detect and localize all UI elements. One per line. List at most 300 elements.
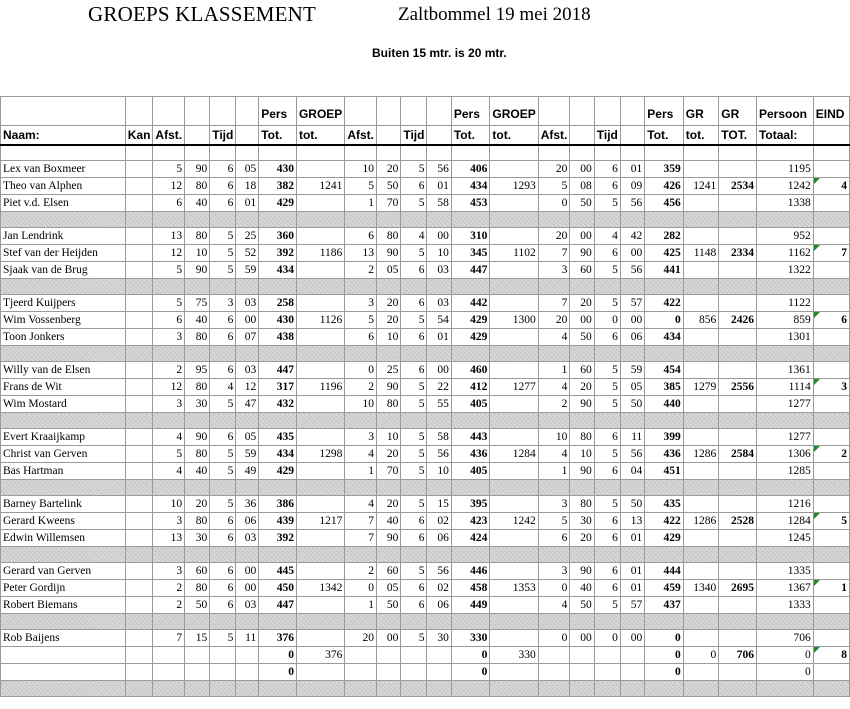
- table-cell: [683, 429, 719, 446]
- player-name-cell: Stef van der Heijden: [1, 245, 126, 262]
- player-name-cell: [1, 664, 126, 681]
- table-cell: 2: [345, 262, 377, 279]
- table-cell: [210, 664, 236, 681]
- table-cell: [125, 580, 153, 597]
- table-cell: [719, 630, 757, 647]
- table-cell: [296, 195, 344, 212]
- player-name-cell: [1, 647, 126, 664]
- player-name-cell: Sjaak van de Brug: [1, 262, 126, 279]
- group-separator-row: [1, 346, 850, 362]
- table-cell: 441: [645, 262, 684, 279]
- table-cell: 20: [376, 496, 400, 513]
- table-cell: 0: [259, 664, 297, 681]
- table-cell: 2: [153, 580, 185, 597]
- table-cell: 1277: [490, 379, 538, 396]
- table-cell: [376, 664, 400, 681]
- table-cell: 1148: [683, 245, 719, 262]
- column-header: [570, 126, 594, 146]
- table-cell: 456: [645, 195, 684, 212]
- table-cell: 55: [427, 396, 451, 413]
- table-cell: [813, 228, 849, 245]
- table-cell: 4: [813, 178, 849, 195]
- table-cell: [490, 329, 538, 346]
- player-name-cell: Wim Mostard: [1, 396, 126, 413]
- table-cell: [490, 228, 538, 245]
- header-pers-1: Pers: [259, 97, 297, 126]
- table-cell: 12: [153, 245, 185, 262]
- table-cell: 10: [185, 245, 210, 262]
- table-cell: [490, 295, 538, 312]
- table-cell: 6: [210, 563, 236, 580]
- table-cell: 429: [259, 463, 297, 480]
- table-cell: [296, 463, 344, 480]
- table-cell: 5: [401, 312, 427, 329]
- table-cell: 59: [620, 362, 644, 379]
- table-cell: 80: [376, 396, 400, 413]
- table-cell: 06: [427, 530, 451, 547]
- table-cell: 460: [451, 362, 490, 379]
- table-cell: 0: [345, 580, 377, 597]
- table-cell: 1367: [756, 580, 813, 597]
- table-cell: 6: [538, 530, 570, 547]
- table-cell: 425: [645, 245, 684, 262]
- group-separator-row: [1, 547, 850, 563]
- table-row: [1, 329, 850, 346]
- table-cell: 40: [376, 513, 400, 530]
- group-separator-row: [1, 681, 850, 697]
- table-cell: 2334: [719, 245, 757, 262]
- table-cell: [490, 463, 538, 480]
- table-cell: [490, 161, 538, 178]
- table-row: [1, 379, 850, 396]
- table-cell: 1: [345, 463, 377, 480]
- table-cell: 5: [401, 563, 427, 580]
- table-cell: 0: [538, 580, 570, 597]
- table-cell: [813, 597, 849, 614]
- table-cell: 429: [259, 195, 297, 212]
- table-cell: 5: [594, 597, 620, 614]
- table-cell: 0: [345, 362, 377, 379]
- table-cell: [813, 362, 849, 379]
- table-cell: 05: [236, 429, 259, 446]
- table-cell: 422: [645, 295, 684, 312]
- table-cell: 446: [451, 563, 490, 580]
- table-cell: 2: [538, 396, 570, 413]
- table-cell: 1216: [756, 496, 813, 513]
- table-cell: [813, 329, 849, 346]
- table-cell: 90: [376, 530, 400, 547]
- table-cell: 430: [259, 161, 297, 178]
- event-subtitle: Zaltbommel 19 mei 2018: [398, 4, 591, 25]
- table-cell: [125, 228, 153, 245]
- table-cell: 00: [570, 228, 594, 245]
- table-cell: 4: [538, 379, 570, 396]
- table-cell: 406: [451, 161, 490, 178]
- table-cell: [296, 530, 344, 547]
- table-cell: 6: [401, 362, 427, 379]
- table-cell: 80: [570, 429, 594, 446]
- table-cell: [125, 195, 153, 212]
- table-row: [1, 396, 850, 413]
- player-name-cell: Christ van Gerven: [1, 446, 126, 463]
- table-cell: [296, 664, 344, 681]
- table-cell: 376: [296, 647, 344, 664]
- table-cell: [813, 463, 849, 480]
- column-header: Tijd: [594, 126, 620, 146]
- table-cell: 1338: [756, 195, 813, 212]
- table-cell: 5: [210, 496, 236, 513]
- table-cell: 395: [451, 496, 490, 513]
- table-cell: [719, 161, 757, 178]
- table-cell: 4: [345, 446, 377, 463]
- table-cell: 7: [345, 530, 377, 547]
- table-cell: 439: [259, 513, 297, 530]
- table-cell: 424: [451, 530, 490, 547]
- table-cell: 447: [259, 597, 297, 614]
- table-cell: [719, 597, 757, 614]
- table-cell: 20: [570, 530, 594, 547]
- table-cell: 10: [345, 396, 377, 413]
- table-cell: 09: [620, 178, 644, 195]
- table-cell: 12: [153, 379, 185, 396]
- table-cell: 5: [210, 228, 236, 245]
- table-cell: 57: [620, 295, 644, 312]
- table-cell: [813, 262, 849, 279]
- table-cell: [490, 597, 538, 614]
- table-cell: 7: [345, 513, 377, 530]
- table-cell: 458: [451, 580, 490, 597]
- table-cell: 6: [153, 312, 185, 329]
- table-cell: 6: [594, 530, 620, 547]
- table-cell: 449: [451, 597, 490, 614]
- table-cell: 6: [594, 429, 620, 446]
- table-cell: 2534: [719, 178, 757, 195]
- table-cell: [125, 362, 153, 379]
- table-cell: [125, 530, 153, 547]
- column-header: [185, 126, 210, 146]
- table-cell: 06: [236, 513, 259, 530]
- table-cell: 6: [594, 329, 620, 346]
- table-cell: [683, 161, 719, 178]
- table-cell: 435: [645, 496, 684, 513]
- table-cell: 1: [345, 597, 377, 614]
- table-cell: 5: [401, 195, 427, 212]
- table-cell: 442: [451, 295, 490, 312]
- column-header: [813, 126, 849, 146]
- table-cell: [490, 530, 538, 547]
- table-cell: 952: [756, 228, 813, 245]
- table-cell: [719, 295, 757, 312]
- table-cell: 1300: [490, 312, 538, 329]
- table-cell: 20: [570, 379, 594, 396]
- table-cell: 447: [451, 262, 490, 279]
- table-cell: 1353: [490, 580, 538, 597]
- column-header: [236, 126, 259, 146]
- table-cell: [296, 563, 344, 580]
- table-cell: 1322: [756, 262, 813, 279]
- table-cell: 10: [427, 463, 451, 480]
- table-cell: 06: [427, 597, 451, 614]
- table-cell: 6: [401, 580, 427, 597]
- table-cell: 412: [451, 379, 490, 396]
- table-cell: 360: [259, 228, 297, 245]
- table-cell: 399: [645, 429, 684, 446]
- table-cell: 00: [236, 563, 259, 580]
- table-cell: 6: [594, 580, 620, 597]
- table-cell: 56: [427, 563, 451, 580]
- table-cell: 2: [153, 362, 185, 379]
- table-cell: 429: [451, 329, 490, 346]
- table-cell: 06: [620, 329, 644, 346]
- table-cell: [813, 530, 849, 547]
- table-cell: [125, 446, 153, 463]
- table-cell: [683, 195, 719, 212]
- table-row: [1, 312, 850, 329]
- table-cell: 405: [451, 396, 490, 413]
- table-cell: 80: [185, 228, 210, 245]
- table-cell: 426: [645, 178, 684, 195]
- table-cell: 01: [620, 563, 644, 580]
- table-cell: [125, 178, 153, 195]
- column-header: tot.: [296, 126, 344, 146]
- table-cell: 5: [153, 295, 185, 312]
- table-cell: [296, 597, 344, 614]
- table-cell: [813, 429, 849, 446]
- table-cell: [683, 228, 719, 245]
- table-cell: 56: [427, 446, 451, 463]
- table-cell: [683, 262, 719, 279]
- table-cell: [813, 630, 849, 647]
- table-cell: 4: [153, 463, 185, 480]
- table-cell: 01: [620, 530, 644, 547]
- table-cell: 05: [376, 262, 400, 279]
- table-cell: [683, 396, 719, 413]
- table-cell: 435: [259, 429, 297, 446]
- table-cell: 36: [236, 496, 259, 513]
- table-cell: 03: [236, 295, 259, 312]
- table-cell: 443: [451, 429, 490, 446]
- table-cell: 1122: [756, 295, 813, 312]
- table-cell: 0: [645, 312, 684, 329]
- table-cell: 345: [451, 245, 490, 262]
- table-cell: 5: [210, 630, 236, 647]
- table-cell: [125, 161, 153, 178]
- table-cell: 459: [645, 580, 684, 597]
- table-cell: 6: [210, 178, 236, 195]
- table-cell: 1286: [683, 513, 719, 530]
- table-cell: 7: [538, 245, 570, 262]
- table-cell: [490, 563, 538, 580]
- table-cell: 90: [185, 262, 210, 279]
- table-cell: [719, 563, 757, 580]
- table-cell: 40: [185, 312, 210, 329]
- table-row: [1, 630, 850, 647]
- table-cell: 00: [376, 630, 400, 647]
- table-cell: 00: [570, 312, 594, 329]
- table-cell: 30: [185, 530, 210, 547]
- table-cell: 95: [185, 362, 210, 379]
- table-cell: 282: [645, 228, 684, 245]
- table-cell: 5: [210, 463, 236, 480]
- table-row: [1, 580, 850, 597]
- table-cell: 50: [570, 329, 594, 346]
- table-cell: 01: [620, 580, 644, 597]
- table-cell: [719, 429, 757, 446]
- table-cell: 20: [376, 312, 400, 329]
- table-cell: [490, 429, 538, 446]
- table-cell: 90: [185, 161, 210, 178]
- table-cell: [620, 664, 644, 681]
- table-cell: 75: [185, 295, 210, 312]
- table-cell: 60: [570, 262, 594, 279]
- table-cell: 20: [376, 446, 400, 463]
- player-name-cell: Edwin Willemsen: [1, 530, 126, 547]
- table-cell: [813, 295, 849, 312]
- table-cell: 80: [185, 379, 210, 396]
- table-cell: [719, 530, 757, 547]
- table-cell: 4: [538, 446, 570, 463]
- column-header: tot.: [683, 126, 719, 146]
- table-cell: 4: [401, 228, 427, 245]
- table-cell: 6: [210, 362, 236, 379]
- header-groep-2: GROEP: [490, 97, 538, 126]
- table-cell: 422: [645, 513, 684, 530]
- ranking-table: [0, 96, 850, 697]
- table-cell: [490, 396, 538, 413]
- table-cell: 2584: [719, 446, 757, 463]
- table-cell: 6: [401, 513, 427, 530]
- table-cell: 5: [594, 496, 620, 513]
- table-cell: [296, 429, 344, 446]
- table-cell: [570, 647, 594, 664]
- table-cell: 6: [594, 563, 620, 580]
- column-header: Naam:: [1, 126, 126, 146]
- table-cell: [125, 312, 153, 329]
- table-cell: [296, 295, 344, 312]
- table-cell: 47: [236, 396, 259, 413]
- table-cell: 60: [376, 563, 400, 580]
- table-cell: 1242: [756, 178, 813, 195]
- table-cell: 3: [538, 496, 570, 513]
- table-cell: [719, 329, 757, 346]
- table-cell: 20: [538, 312, 570, 329]
- table-cell: [125, 262, 153, 279]
- table-cell: 5: [153, 262, 185, 279]
- table-cell: 80: [185, 178, 210, 195]
- table-cell: 4: [153, 429, 185, 446]
- table-cell: 03: [236, 597, 259, 614]
- table-row: [1, 429, 850, 446]
- table-cell: 22: [427, 379, 451, 396]
- table-cell: 90: [376, 379, 400, 396]
- table-cell: 438: [259, 329, 297, 346]
- table-cell: 13: [620, 513, 644, 530]
- table-cell: 50: [620, 496, 644, 513]
- table-cell: [125, 329, 153, 346]
- table-cell: 6: [401, 262, 427, 279]
- table-cell: [236, 647, 259, 664]
- table-cell: 6: [153, 195, 185, 212]
- header-gr-1: GR: [683, 97, 719, 126]
- table-cell: 1242: [490, 513, 538, 530]
- table-cell: 80: [185, 446, 210, 463]
- player-name-cell: Bas Hartman: [1, 463, 126, 480]
- table-cell: 10: [376, 329, 400, 346]
- table-cell: 6: [401, 178, 427, 195]
- table-cell: [296, 161, 344, 178]
- table-cell: 1241: [296, 178, 344, 195]
- table-cell: 0: [756, 647, 813, 664]
- table-cell: 330: [451, 630, 490, 647]
- table-cell: 2556: [719, 379, 757, 396]
- table-cell: [813, 563, 849, 580]
- header-pers-2: Pers: [451, 97, 490, 126]
- table-cell: [236, 664, 259, 681]
- column-header: Kan: [125, 126, 153, 146]
- table-cell: 80: [376, 228, 400, 245]
- table-row: [1, 530, 850, 547]
- table-row: [1, 245, 850, 262]
- column-header: Tijd: [210, 126, 236, 146]
- table-cell: 00: [236, 580, 259, 597]
- table-cell: 5: [153, 446, 185, 463]
- column-header: Tot.: [451, 126, 490, 146]
- table-cell: 2: [345, 379, 377, 396]
- table-cell: 0: [645, 664, 684, 681]
- table-cell: 310: [451, 228, 490, 245]
- table-cell: 4: [538, 597, 570, 614]
- column-header: Totaal:: [756, 126, 813, 146]
- table-cell: 1361: [756, 362, 813, 379]
- table-cell: 5: [401, 446, 427, 463]
- table-cell: [719, 463, 757, 480]
- table-cell: [296, 630, 344, 647]
- table-cell: 0: [645, 630, 684, 647]
- table-cell: 03: [427, 262, 451, 279]
- table-cell: [125, 513, 153, 530]
- table-cell: 10: [570, 446, 594, 463]
- table-cell: [125, 647, 153, 664]
- table-cell: 6: [594, 513, 620, 530]
- table-cell: 5: [401, 245, 427, 262]
- table-cell: 429: [451, 312, 490, 329]
- table-cell: 50: [570, 195, 594, 212]
- table-cell: 90: [376, 245, 400, 262]
- table-cell: 706: [719, 647, 757, 664]
- table-row: [1, 664, 850, 681]
- table-cell: 445: [259, 563, 297, 580]
- table-cell: 1277: [756, 429, 813, 446]
- table-cell: 18: [236, 178, 259, 195]
- table-cell: 70: [376, 463, 400, 480]
- table-cell: [401, 664, 427, 681]
- header-persoon: Persoon: [756, 97, 813, 126]
- table-cell: 08: [570, 178, 594, 195]
- table-cell: [719, 228, 757, 245]
- table-cell: 385: [645, 379, 684, 396]
- table-cell: 00: [570, 630, 594, 647]
- column-header: Afst.: [345, 126, 377, 146]
- table-cell: 1306: [756, 446, 813, 463]
- table-cell: 1277: [756, 396, 813, 413]
- table-cell: 10: [376, 429, 400, 446]
- table-cell: [125, 664, 153, 681]
- table-cell: [683, 630, 719, 647]
- table-row: [1, 228, 850, 245]
- table-cell: 382: [259, 178, 297, 195]
- table-cell: 5: [401, 396, 427, 413]
- table-cell: [683, 496, 719, 513]
